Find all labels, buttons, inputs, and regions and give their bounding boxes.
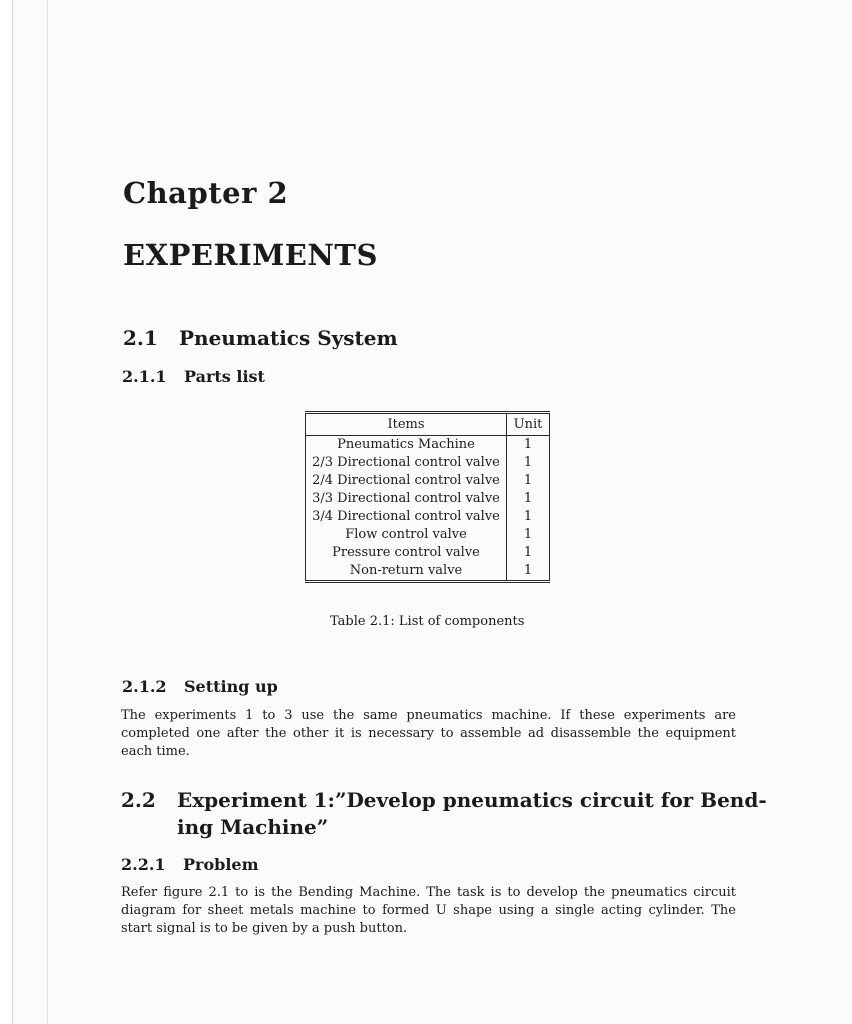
table-cell-unit: 1 <box>523 455 533 470</box>
table-cell-unit: 1 <box>523 437 533 452</box>
table-cell-unit: 1 <box>523 491 533 506</box>
section-number: 2.1 <box>123 326 158 350</box>
subsection-title: Setting up <box>184 677 278 696</box>
paragraph-problem: Refer figure 2.1 to is the Bending Machine. The task is to develop the pneumatics circuit diagram for sheet metals machine to formed U shape using a single acting cylinder. The start signal is to be given by a push button. <box>121 885 736 936</box>
table-row <box>306 472 550 490</box>
table-cell-unit: 1 <box>523 509 533 524</box>
subsection-title: Problem <box>183 855 259 874</box>
table-cell-item: 2/4 Directional control valve <box>306 472 507 490</box>
table-cell-unit: 1 <box>523 473 533 488</box>
subsection-heading-2-2-1 <box>121 855 259 874</box>
subsection-title: Parts list <box>184 367 265 386</box>
chapter-title: EXPERIMENTS <box>123 238 378 272</box>
subsection-number: 2.1.2 <box>122 677 167 696</box>
subsection-heading-2-1-2 <box>122 677 278 696</box>
column-header-unit: Unit <box>507 413 550 436</box>
table-row <box>306 436 550 455</box>
section-heading-2-2 <box>121 787 767 841</box>
section-title: Pneumatics System <box>179 326 398 350</box>
subsection-number: 2.1.1 <box>122 367 167 386</box>
table-cell-item: Pneumatics Machine <box>306 436 507 455</box>
section-number: 2.2 <box>121 788 156 812</box>
table-row <box>306 544 550 562</box>
table-cell-unit: 1 <box>523 545 533 560</box>
table-row <box>306 526 550 544</box>
subsection-heading-2-1-1 <box>122 367 265 386</box>
table-cell-unit: 1 <box>523 527 533 542</box>
table-cell-item: Non-return valve <box>306 562 507 582</box>
paragraph-setting-up: The experiments 1 to 3 use the same pneumatics machine. If these experiments are completed one after the other it is necessary to assemble ad disassemble the equipment each time. <box>121 708 736 759</box>
section-title-line2: ing Machine” <box>177 815 329 839</box>
page-binding-line <box>47 0 48 1024</box>
table-cell-item: 3/4 Directional control valve <box>306 508 507 526</box>
parts-table <box>305 411 550 583</box>
table-row <box>306 508 550 526</box>
table-cell-item: Pressure control valve <box>306 544 507 562</box>
table-row <box>306 562 550 582</box>
table-cell-item: 2/3 Directional control valve <box>306 454 507 472</box>
table-caption: Table 2.1: List of components <box>330 614 525 629</box>
table-cell-unit: 1 <box>523 563 533 578</box>
table-row <box>306 490 550 508</box>
table-header-row <box>306 413 550 436</box>
section-title-line1: Experiment 1:”Develop pneumatics circuit for Bend- <box>177 788 767 812</box>
table-cell-item: Flow control valve <box>306 526 507 544</box>
chapter-label: Chapter 2 <box>123 176 289 210</box>
subsection-number: 2.2.1 <box>121 855 166 874</box>
table-row <box>306 454 550 472</box>
column-header-items: Items <box>306 413 507 436</box>
section-heading-2-1 <box>123 326 398 350</box>
table-cell-item: 3/3 Directional control valve <box>306 490 507 508</box>
